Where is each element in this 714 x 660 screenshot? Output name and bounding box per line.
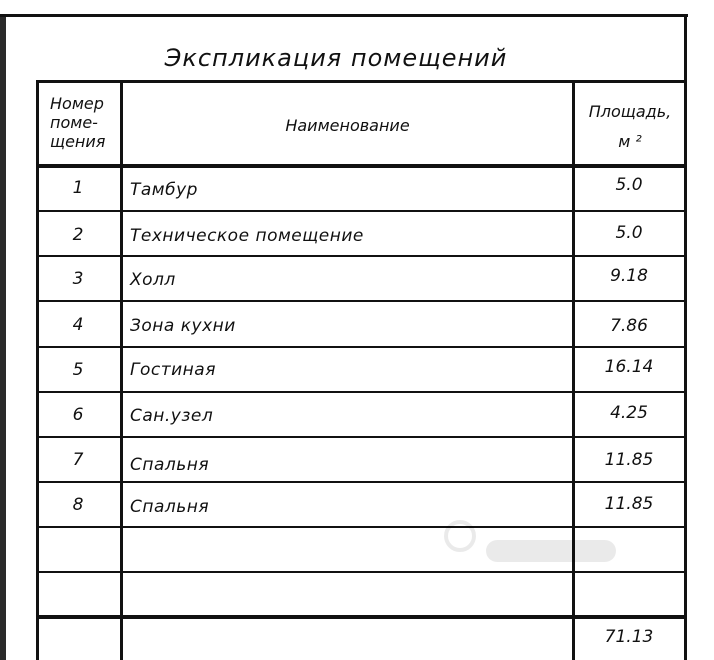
row-divider bbox=[36, 391, 686, 393]
row-divider bbox=[36, 255, 686, 257]
header-number-line: щения bbox=[50, 132, 106, 151]
row-name: Техническое помещение bbox=[130, 226, 364, 246]
row-divider bbox=[36, 346, 686, 348]
row-name: Зона кухни bbox=[130, 316, 236, 336]
row-divider bbox=[36, 481, 686, 483]
frame-left-border bbox=[0, 14, 6, 660]
watermark-logo bbox=[430, 506, 630, 586]
row-number: 4 bbox=[72, 315, 84, 335]
row-area: 9.18 bbox=[610, 266, 648, 286]
row-divider bbox=[36, 300, 686, 302]
row-divider bbox=[36, 526, 686, 528]
header-area bbox=[576, 97, 684, 157]
column-border-right bbox=[684, 80, 687, 660]
header-name: Наименование bbox=[285, 116, 410, 135]
header-number-line: поме- bbox=[50, 113, 98, 132]
row-name: Холл bbox=[130, 270, 176, 290]
row-divider bbox=[36, 210, 686, 212]
row-area: 11.85 bbox=[604, 450, 654, 470]
row-area: 11.85 bbox=[604, 494, 654, 514]
row-name: Спальня bbox=[130, 455, 210, 475]
header-number-line: Номер bbox=[50, 94, 104, 113]
row-number: 5 bbox=[72, 360, 84, 380]
table-top-line bbox=[36, 80, 686, 83]
header-area-line: Площадь, bbox=[588, 102, 672, 121]
row-number: 8 bbox=[72, 495, 84, 515]
row-area: 5.0 bbox=[615, 223, 643, 243]
row-area: 4.25 bbox=[610, 403, 648, 423]
row-number: 6 bbox=[72, 405, 84, 425]
table-title: Экспликация помещений bbox=[164, 44, 508, 72]
header-bottom-line bbox=[36, 164, 686, 168]
row-area: 16.14 bbox=[604, 357, 654, 377]
frame-top-border bbox=[0, 14, 688, 17]
row-number: 2 bbox=[72, 225, 84, 245]
row-divider bbox=[36, 436, 686, 438]
header-area-unit: м ² bbox=[618, 132, 642, 151]
total-area: 71.13 bbox=[604, 627, 654, 647]
row-name: Сан.узел bbox=[130, 406, 214, 426]
row-number: 7 bbox=[72, 450, 84, 470]
row-number: 1 bbox=[72, 178, 84, 198]
total-top-line bbox=[36, 615, 686, 619]
row-area: 5.0 bbox=[615, 175, 643, 195]
column-border-number bbox=[120, 80, 123, 660]
row-name: Тамбур bbox=[130, 180, 198, 200]
header-number bbox=[50, 94, 105, 151]
row-divider bbox=[36, 571, 686, 573]
row-name: Гостиная bbox=[130, 360, 216, 380]
row-number: 3 bbox=[72, 269, 84, 289]
row-name: Спальня bbox=[130, 497, 210, 517]
row-area: 7.86 bbox=[610, 316, 648, 336]
